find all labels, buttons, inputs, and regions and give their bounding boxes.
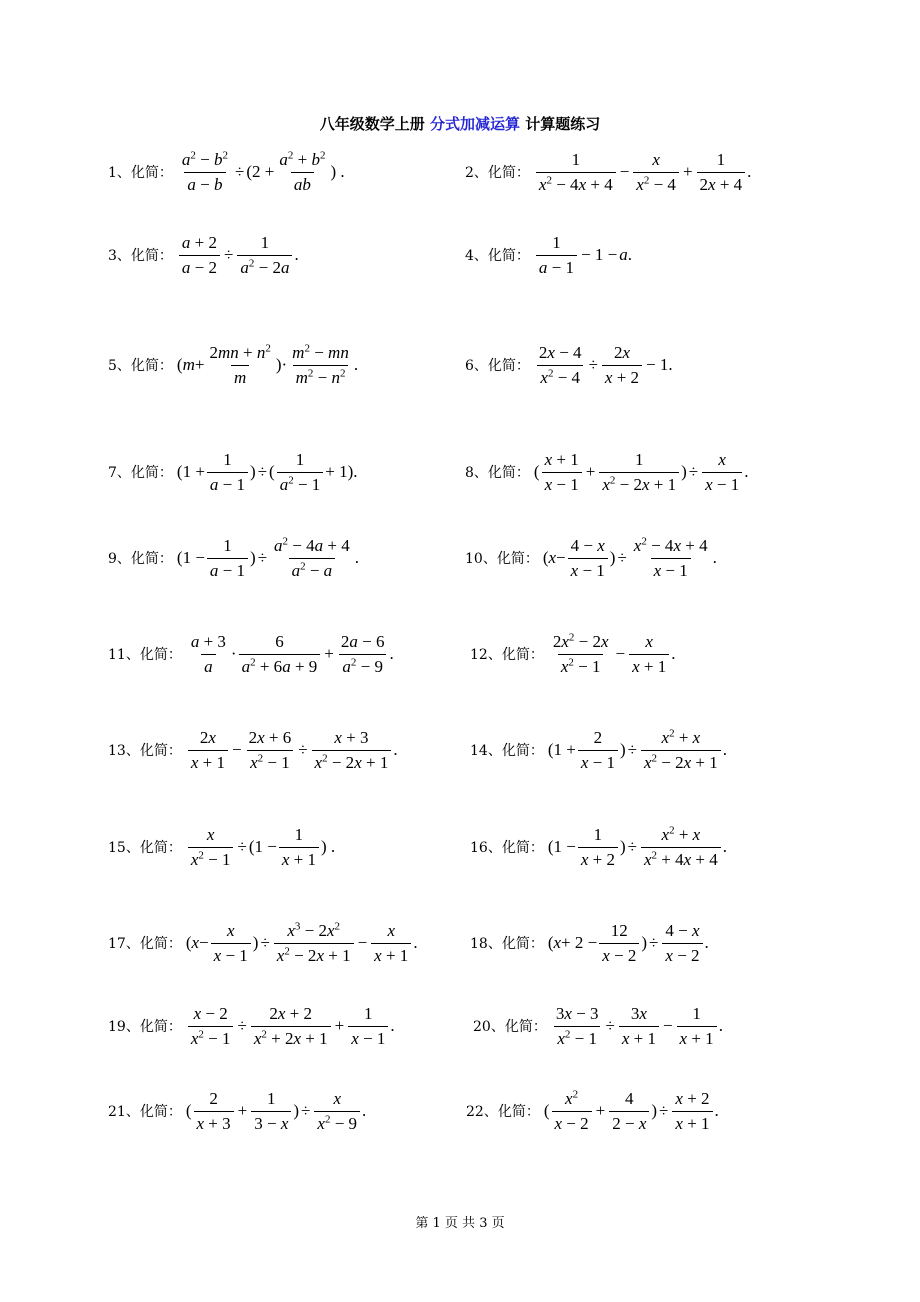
problem-11 — [108, 624, 394, 684]
problem-label: 21、化简： — [108, 1104, 182, 1120]
problem-label: 16、化简： — [470, 840, 544, 856]
problem-label: 10、化简： — [465, 551, 539, 567]
problem-label: 9、化简： — [108, 551, 173, 567]
expression: ( x + 2 − $\frac{12}{x - 2}$ ) ÷ $\frac{4 - x}{x - 2}$ . — [547, 920, 709, 965]
expression: $\frac{x}{x^2 - 1}$ ÷ (1 − $\frac{1}{x + 1}$ ) . — [186, 826, 335, 869]
problem-label: 6、化简： — [465, 358, 530, 374]
expression: ( $\frac{x^2}{x - 2}$ + $\frac{4}{2 - x}$ ) ÷ $\frac{x + 2}{x + 1}$ . — [543, 1088, 719, 1133]
expression: $\frac{3x - 3}{x^2 - 1}$ ÷ $\frac{3x}{x + 1}$ − $\frac{1}{x + 1}$ . — [555, 1003, 723, 1048]
expression: $\frac{x - 2}{x^2 - 1}$ ÷ $\frac{2x + 2}{x^2 + 2x + 1}$ + $\frac{1}{x - 1}$ . — [186, 1005, 395, 1048]
expression: ( x − $\frac{4 - x}{x - 1}$ ) ÷ $\frac{x^2 - 4x + 4}{x - 1}$ . — [542, 535, 717, 580]
problem-14 — [470, 720, 727, 780]
expression: (1 + $\frac{2}{x - 1}$ ) ÷ $\frac{x^2 + x}{x^2 - 2x + 1}$ . — [547, 727, 728, 772]
problem-2 — [465, 142, 751, 202]
problem-22 — [466, 1081, 719, 1141]
problem-21 — [108, 1081, 366, 1141]
expression: (1 − $\frac{1}{a - 1}$ ) ÷ $\frac{a^2 - 4a + 4}{a^2 - a}$ . — [176, 535, 359, 580]
problem-label: 11、化简： — [108, 647, 182, 663]
page-footer: 第 1 页 共 3 页 — [415, 1216, 505, 1231]
title-part2: 计算题练习 — [525, 115, 601, 133]
problem-5 — [108, 335, 358, 395]
problem-6 — [465, 335, 675, 395]
problem-15 — [108, 817, 335, 877]
problem-label: 18、化简： — [470, 936, 544, 952]
problem-label: 14、化简： — [470, 743, 544, 759]
problem-19 — [108, 996, 395, 1056]
expression: ( m + $\frac{2mn + n^2}{m}$ )· $\frac{m^2 - mn}{m^2 - n^2}$ . — [176, 342, 359, 387]
problem-13 — [108, 720, 398, 780]
expression: $\frac{a + 3}{a}$ · $\frac{6}{a^2 + 6a + 9}$ + $\frac{2a - 6}{a^2 - 9}$ . — [190, 631, 394, 676]
problem-label: 5、化简： — [108, 358, 173, 374]
expression: $\frac{2x^2 - 2x}{x^2 - 1}$ − $\frac{x}{x + 1}$ . — [552, 631, 676, 676]
problem-4 — [465, 225, 632, 285]
problem-label: 2、化简： — [465, 165, 530, 181]
expression: $\frac{1}{a - 1}$ − 1 − a . — [534, 234, 632, 277]
problem-18 — [470, 913, 709, 973]
expression: $\frac{2x}{x + 1}$ − $\frac{2x + 6}{x^2 - 1}$ ÷ $\frac{x + 3}{x^2 - 2x + 1}$ . — [186, 729, 398, 772]
problem-16 — [470, 817, 727, 877]
problem-10 — [465, 528, 717, 588]
problem-20 — [473, 996, 723, 1056]
problem-17 — [108, 913, 418, 973]
problem-label: 17、化简： — [108, 936, 182, 952]
expression: $\frac{a^2 - b^2}{a - b}$ ÷ (2 + $\frac{a^2 + b^2}{ab}$ ) . — [181, 149, 345, 194]
problem-label: 4、化简： — [465, 248, 530, 264]
problem-label: 3、化简： — [108, 248, 173, 264]
problem-label: 12、化简： — [470, 647, 544, 663]
problem-label: 1、化简： — [108, 165, 173, 181]
expression: (1 + $\frac{1}{a - 1}$ ) ÷ ( $\frac{1}{a^2 - 1}$ + 1). — [176, 449, 358, 494]
title-part1: 八年级数学上册 — [319, 115, 425, 133]
expression: ( x − $\frac{x}{x - 1}$ ) ÷ $\frac{x^3 - 2x^2}{x^2 - 2x + 1}$ − $\frac{x}{x + 1}$ . — [185, 920, 418, 965]
problem-label: 20、化简： — [473, 1019, 547, 1035]
problem-9 — [108, 528, 359, 588]
title-highlight: 分式加减运算 — [429, 115, 520, 133]
problem-label: 7、化简： — [108, 465, 173, 481]
problem-7 — [108, 442, 358, 502]
problem-label: 13、化简： — [108, 743, 182, 759]
problem-8 — [465, 442, 749, 502]
problem-3 — [108, 225, 299, 285]
problem-1 — [108, 142, 345, 202]
expression: $\frac{a + 2}{a - 2}$ ÷ $\frac{1}{a^2 - 2a}$ . — [177, 234, 299, 277]
problem-label: 15、化简： — [108, 840, 182, 856]
expression: ( $\frac{2}{x + 3}$ + $\frac{1}{3 - x}$ ) ÷ $\frac{x}{x^2 - 9}$ . — [185, 1088, 367, 1133]
problem-label: 8、化简： — [465, 465, 530, 481]
expression: $\frac{1}{x^2 - 4x + 4}$ − $\frac{x}{x^2 - 4}$ + $\frac{1}{2x + 4}$ . — [534, 151, 752, 194]
problem-label: 22、化简： — [466, 1104, 540, 1120]
page-title — [0, 113, 920, 134]
problem-label: 19、化简： — [108, 1019, 182, 1035]
expression: (1 − $\frac{1}{x + 2}$ ) ÷ $\frac{x^2 + x}{x^2 + 4x + 4}$ . — [547, 824, 728, 869]
problem-12 — [470, 624, 676, 684]
expression: ( $\frac{x + 1}{x - 1}$ + $\frac{1}{x^2 - 2x + 1}$ ) ÷ $\frac{x}{x - 1}$ . — [533, 449, 749, 494]
expression: $\frac{2x - 4}{x^2 - 4}$ ÷ $\frac{2x}{x + 2}$ − 1. — [538, 342, 673, 387]
